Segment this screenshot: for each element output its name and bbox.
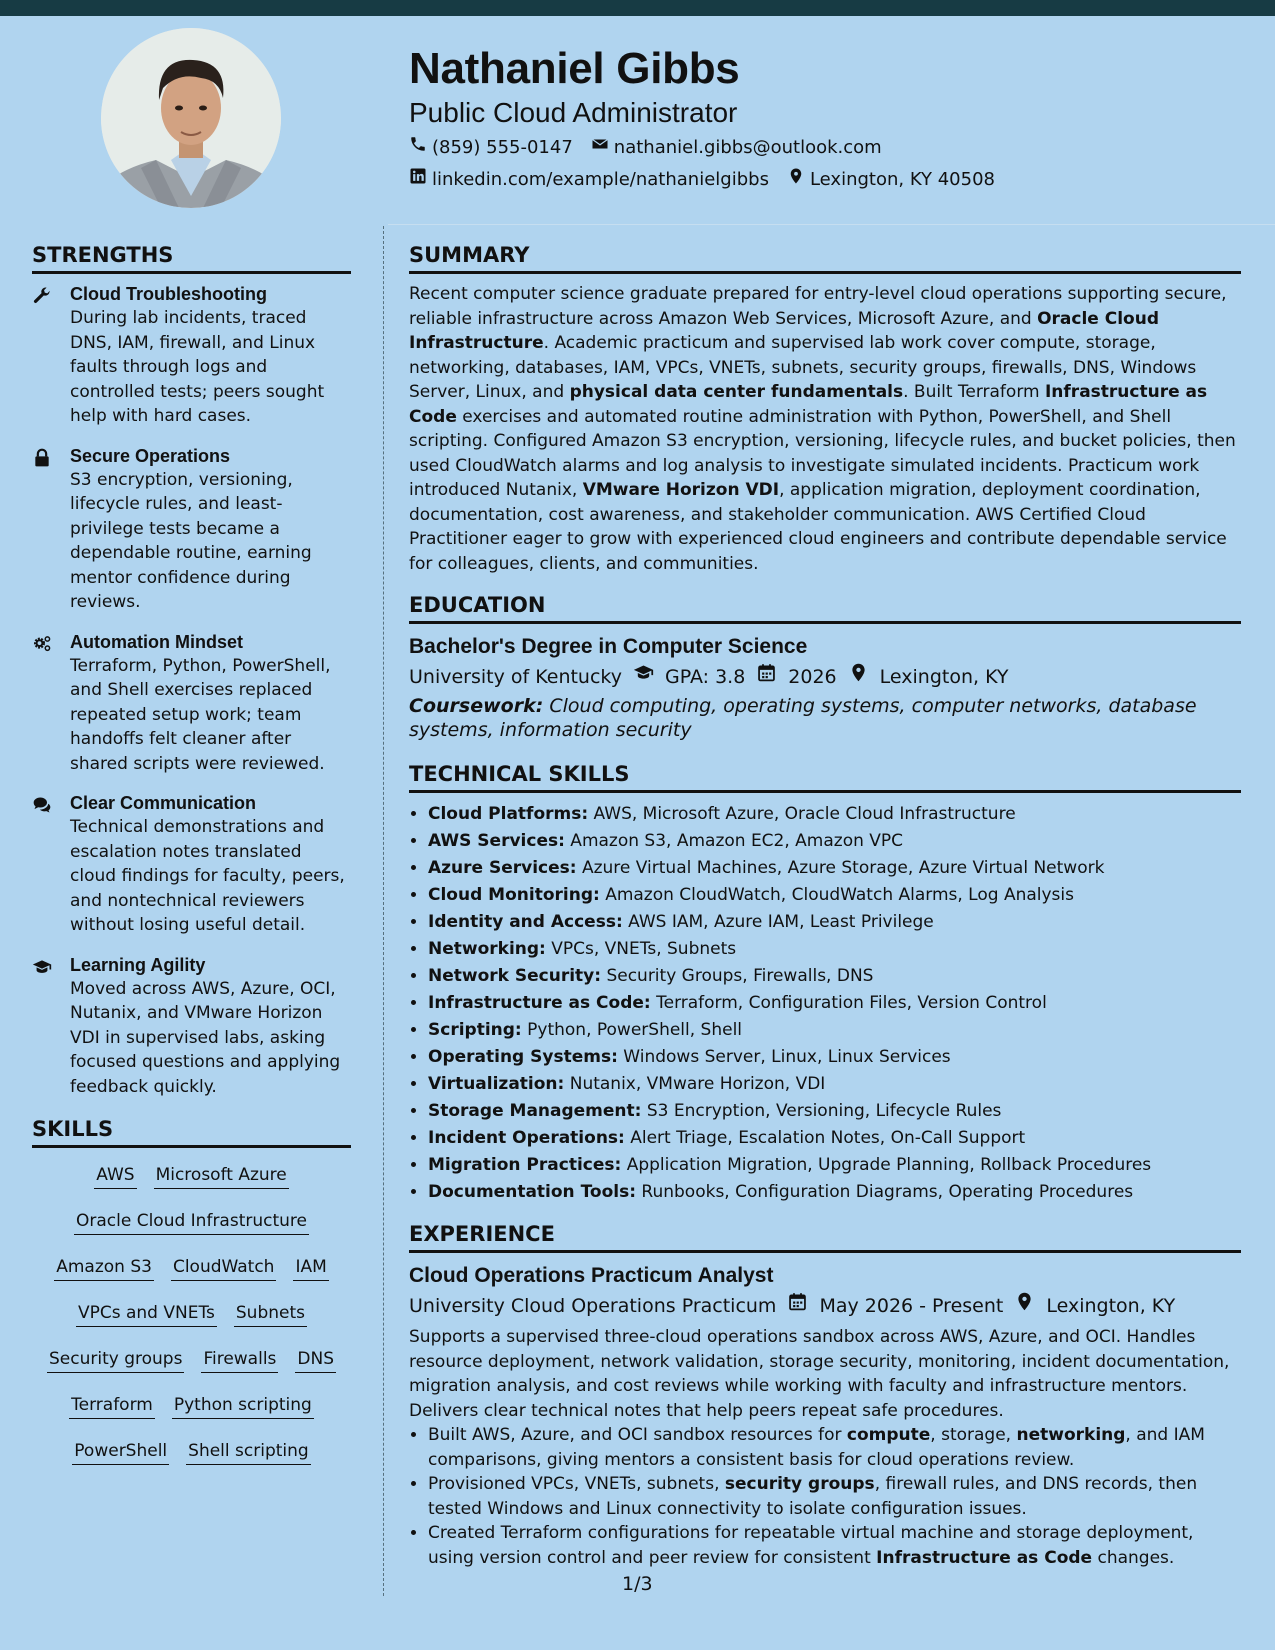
top-bar — [0, 0, 1275, 16]
job-description: Supports a supervised three-cloud operations sandbox across AWS, Azure, and OCI. Handles resource deployment, network validation, storage security, monitoring, incident documentation, migration analysis, and cost reviews while working with faculty and infrastructure mentors. Delivers clear technical notes that help peers repeat safe procedures. — [409, 1327, 1230, 1421]
skill-values: Azure Virtual Machines, Azure Storage, Azure Virtual Network — [576, 858, 1105, 878]
strength-description: Terraform, Python, PowerShell, and Shell exercises replaced repeated setup work; team handoffs felt cleaner after shared scripts were reviewed. — [70, 655, 331, 774]
strength-item — [32, 791, 351, 938]
strength-item — [32, 444, 351, 615]
school-name: University of Kentucky — [409, 666, 622, 688]
skill-category: Storage Management: — [428, 1101, 642, 1121]
resume-header — [409, 40, 1249, 196]
profile-photo — [101, 28, 281, 208]
skill-tag: Microsoft Azure — [154, 1164, 289, 1189]
strength-description: Moved across AWS, Azure, OCI, Nutanix, and VMware Horizon VDI in supervised labs, asking focused questions and applying feedback quickly. — [70, 978, 341, 1097]
skill-values: AWS, Microsoft Azure, Oracle Cloud Infrastructure — [588, 804, 1016, 824]
skill-values: Terraform, Configuration Files, Version Control — [650, 993, 1047, 1013]
skill-tag: Terraform — [69, 1394, 155, 1419]
skill-category: AWS Services: — [428, 831, 565, 851]
technical-skills-heading: TECHNICAL SKILLS — [409, 759, 1241, 793]
map-pin-icon — [848, 662, 869, 692]
coursework-list: Cloud computing, operating systems, computer networks, database systems, information security — [409, 695, 1197, 741]
strength-title: Learning Agility — [70, 954, 206, 975]
candidate-title: Public Cloud Administrator — [409, 97, 738, 128]
map-pin-icon — [1014, 1291, 1035, 1321]
right-column — [409, 240, 1241, 1570]
strength-title: Automation Mindset — [70, 631, 243, 652]
technical-skill-item — [428, 1179, 1241, 1206]
graduation-cap-icon — [633, 662, 654, 692]
technical-skill-item — [428, 909, 1241, 936]
skill-category: Documentation Tools: — [428, 1182, 637, 1202]
strength-description: Technical demonstrations and escalation notes translated cloud findings for faculty, peers, and nontechnical reviewers without losing useful detail. — [70, 817, 345, 935]
technical-skill-item — [428, 1098, 1241, 1125]
job-bullet — [428, 1423, 1241, 1472]
job-bullets — [409, 1423, 1241, 1570]
skill-category: Identity and Access: — [428, 912, 623, 932]
bold-text: networking — [1016, 1425, 1126, 1445]
gpa-text: GPA: 3.8 — [665, 666, 746, 688]
skill-values: Amazon S3, Amazon EC2, Amazon VPC — [564, 831, 904, 851]
text-segment: changes. — [1092, 1547, 1175, 1568]
job-bullet — [428, 1521, 1241, 1570]
contact-info — [409, 132, 1009, 196]
technical-skill-item — [428, 1071, 1241, 1098]
skill-values: Security Groups, Firewalls, DNS — [601, 966, 874, 986]
skill-tag: AWS — [94, 1164, 136, 1189]
strength-title: Secure Operations — [70, 445, 231, 466]
gears-icon — [32, 630, 70, 777]
envelope-icon — [591, 132, 609, 164]
skill-values: AWS IAM, Azure IAM, Least Privilege — [622, 912, 934, 932]
linkedin-url[interactable]: linkedin.com/example/nathanielgibbs — [432, 169, 769, 190]
skill-category: Incident Operations: — [428, 1128, 625, 1148]
text-segment: exercises and automated routine administration with Python, PowerShell, and Shell scripting. Configured Amazon S3 encryption, versioning, lifecycle rules, and bucket policies, then used CloudWatch alarms and log analysis to investigate simulated incidents. Practicum work introduced Nutanix, — [409, 406, 1236, 500]
job-bullet — [428, 1472, 1241, 1521]
skill-values: Windows Server, Linux, Linux Services — [617, 1047, 951, 1067]
job-dates: May 2026 - Present — [819, 1295, 1004, 1317]
coursework — [409, 694, 1241, 742]
education-heading: EDUCATION — [409, 590, 1241, 624]
technical-skill-item — [428, 855, 1241, 882]
company-name: University Cloud Operations Practicum — [409, 1295, 777, 1317]
strength-item — [32, 953, 351, 1100]
location-contact — [787, 164, 995, 196]
skill-tag: PowerShell — [72, 1440, 169, 1465]
location-text: Lexington, KY 40508 — [809, 169, 995, 190]
skill-category: Migration Practices: — [428, 1155, 622, 1175]
calendar-icon — [787, 1291, 808, 1321]
strengths-heading: STRENGTHS — [32, 240, 351, 274]
skill-category: Networking: — [428, 939, 546, 959]
text-segment: Created Terraform configurations for repeatable virtual machine and storage deployment, using version control and peer review for consistent — [428, 1523, 1194, 1568]
skill-category: Virtualization: — [428, 1074, 565, 1094]
skill-values: VPCs, VNETs, Subnets — [545, 939, 737, 959]
skill-values: Application Migration, Upgrade Planning, Rollback Procedures — [621, 1155, 1152, 1175]
header-divider — [388, 224, 1275, 225]
skill-category: Azure Services: — [428, 858, 577, 878]
page-indicator: 1/3 — [622, 1573, 653, 1595]
strength-item — [32, 282, 351, 429]
text-segment: Recent computer science graduate prepared for entry-level cloud operations supporting secure, reliable infrastructure across Amazon Web Services, Microsoft Azure, and — [409, 284, 1227, 329]
technical-skill-item — [428, 882, 1241, 909]
bold-text: Infrastructure as Code — [409, 382, 1208, 427]
job-location: Lexington, KY — [1046, 1295, 1176, 1317]
skills-tags — [32, 1156, 351, 1465]
text-segment: . Academic practicum and supervised lab work cover compute, storage, networking, databases, IAM, VPCs, VNETs, subnets, security groups, firewalls, DNS, Windows Server, Linux, and — [409, 333, 1197, 402]
experience-heading: EXPERIENCE — [409, 1219, 1241, 1253]
skill-category: Operating Systems: — [428, 1047, 618, 1067]
skill-category: Infrastructure as Code: — [428, 993, 651, 1013]
technical-skills-list — [409, 801, 1241, 1206]
map-pin-icon — [787, 164, 805, 196]
bold-text: physical data center fundamentals — [569, 382, 904, 402]
text-segment: , application migration, deployment coordination, documentation, cost awareness, and stakeholder communication. AWS Certified Cloud Practitioner eager to grow with experienced cloud engineers and contribute dependable service for colleagues, clients, and communities. — [409, 480, 1227, 574]
graduation-cap-icon — [32, 953, 70, 1100]
text-segment: Built AWS, Azure, and OCI sandbox resources for — [428, 1425, 847, 1445]
degree-title: Bachelor's Degree in Computer Science — [409, 635, 808, 658]
technical-skill-item — [428, 801, 1241, 828]
bold-text: Oracle Cloud Infrastructure — [409, 308, 1160, 353]
phone-number: (859) 555-0147 — [432, 137, 573, 158]
bold-text: security groups — [724, 1474, 875, 1494]
text-segment: , and IAM comparisons, giving mentors a consistent basis for cloud operations review. — [428, 1425, 1205, 1470]
education-meta — [409, 662, 1241, 692]
skill-tag: Firewalls — [201, 1348, 278, 1373]
technical-skill-item — [428, 1152, 1241, 1179]
skill-category: Scripting: — [428, 1020, 522, 1040]
technical-skill-item — [428, 963, 1241, 990]
text-segment: , firewall rules, and DNS records, then tested Windows and Linux connectivity to isolate configuration issues. — [428, 1474, 1198, 1519]
skill-values: Alert Triage, Escalation Notes, On-Call Support — [624, 1128, 1026, 1148]
skill-tag: DNS — [295, 1348, 336, 1373]
skill-tag: Amazon S3 — [54, 1256, 154, 1281]
summary-heading: SUMMARY — [409, 240, 1241, 274]
skills-heading: SKILLS — [32, 1114, 351, 1148]
left-column — [32, 240, 351, 1465]
technical-skill-item — [428, 1017, 1241, 1044]
technical-skill-item — [428, 828, 1241, 855]
phone-contact — [409, 132, 573, 164]
email-address[interactable]: nathaniel.gibbs@outlook.com — [613, 137, 882, 158]
job-title: Cloud Operations Practicum Analyst — [409, 1264, 774, 1287]
skill-tag: Security groups — [47, 1348, 184, 1373]
skill-tag: VPCs and VNETs — [76, 1302, 217, 1327]
phone-icon — [409, 132, 427, 164]
skill-tag: Oracle Cloud Infrastructure — [74, 1210, 309, 1235]
school-location: Lexington, KY — [879, 666, 1009, 688]
linkedin-contact[interactable] — [409, 164, 769, 196]
skill-values: S3 Encryption, Versioning, Lifecycle Rules — [641, 1101, 1002, 1121]
skill-tag: Python scripting — [172, 1394, 314, 1419]
calendar-icon — [756, 662, 777, 692]
text-segment: . Built Terraform — [903, 382, 1045, 402]
job-meta — [409, 1291, 1241, 1321]
skill-tag: IAM — [293, 1256, 328, 1281]
skill-values: Python, PowerShell, Shell — [521, 1020, 743, 1040]
skill-tag: CloudWatch — [171, 1256, 277, 1281]
technical-skill-item — [428, 1044, 1241, 1071]
skill-tag: Subnets — [234, 1302, 307, 1327]
email-contact[interactable] — [591, 132, 882, 164]
wrench-icon — [32, 282, 70, 429]
strength-description: During lab incidents, traced DNS, IAM, firewall, and Linux faults through logs and controlled tests; peers sought help with hard cases. — [70, 308, 325, 426]
bold-text: Infrastructure as Code — [876, 1547, 1093, 1568]
skill-tag: Shell scripting — [186, 1440, 311, 1465]
text-segment: , storage, — [930, 1425, 1017, 1445]
strength-item — [32, 630, 351, 777]
technical-skill-item — [428, 990, 1241, 1017]
bold-text: compute — [846, 1425, 931, 1445]
skill-values: Runbooks, Configuration Diagrams, Operating Procedures — [636, 1182, 1134, 1202]
strength-title: Cloud Troubleshooting — [70, 284, 267, 304]
coursework-label: Coursework: — [409, 695, 544, 717]
skill-category: Cloud Monitoring: — [428, 885, 600, 905]
summary-text — [409, 282, 1241, 576]
chat-bubbles-icon — [32, 791, 70, 938]
skill-category: Network Security: — [428, 966, 602, 986]
skill-values: Amazon CloudWatch, CloudWatch Alarms, Log Analysis — [599, 885, 1074, 905]
linkedin-icon — [409, 164, 427, 196]
bold-text: VMware Horizon VDI — [582, 480, 780, 500]
graduation-year: 2026 — [788, 666, 837, 688]
column-divider — [383, 226, 384, 1596]
technical-skill-item — [428, 936, 1241, 963]
strength-description: S3 encryption, versioning, lifecycle rules, and least-privilege tests became a dependable routine, earning mentor confidence during reviews. — [70, 469, 312, 612]
strength-title: Clear Communication — [70, 793, 257, 813]
candidate-name: Nathaniel Gibbs — [409, 44, 740, 93]
skill-values: Nutanix, VMware Horizon, VDI — [564, 1074, 826, 1094]
lock-icon — [32, 444, 70, 615]
text-segment: Provisioned VPCs, VNETs, subnets, — [428, 1474, 725, 1494]
technical-skill-item — [428, 1125, 1241, 1152]
skill-category: Cloud Platforms: — [428, 804, 589, 824]
